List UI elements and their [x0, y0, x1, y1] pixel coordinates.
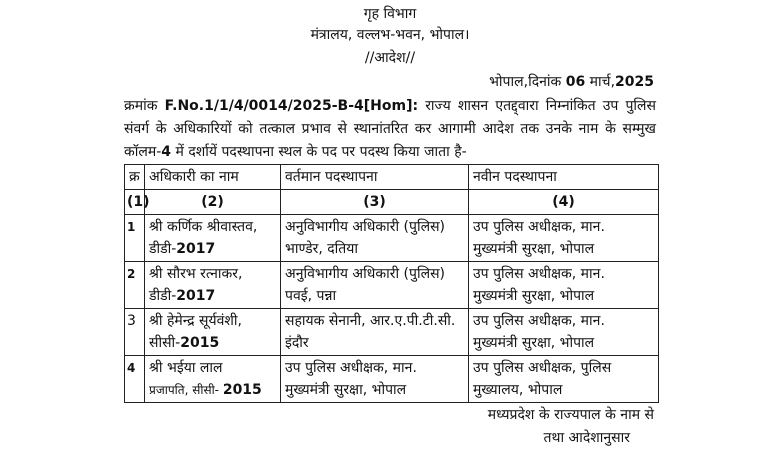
transfer-table: [124, 164, 659, 403]
table-row: 3 श्री हेमेन्द्र सूर्यवंशी, सीसी-2015 सहायक सेनानी, आर.ए.पी.टी.सी. इंदौर उप पुलिस अधीक्षक, मान. मुख्यमंत्री सुरक्षा, भोपाल: [125, 309, 659, 356]
table-header-row: [125, 165, 659, 190]
column-number-row: (1) (2) (3) (4): [125, 190, 659, 215]
table-row: 1 श्री कर्णिक श्रीवास्तव, डीडी-2017 अनुविभागीय अधिकारी (पुलिस) भाण्डेर, दतिया उप पुलिस अधीक्षक, मान. मुख्यमंत्री सुरक्षा, भोपाल: [125, 215, 659, 262]
order-number: F.No.1/1/4/0014/2025-B-4[Hom]:: [164, 98, 419, 114]
department-title: गृह विभाग: [363, 6, 417, 22]
signature-line-1: मध्यप्रदेश के राज्यपाल के नाम से: [487, 407, 654, 423]
ministry-address: मंत्रालय, वल्लभ-भवन, भोपाल।: [310, 27, 470, 43]
col-header-current: वर्तमान पदस्थापना: [281, 165, 469, 190]
col-header-new: नवीन पदस्थापना: [469, 165, 659, 190]
signature-line-2: तथा आदेशानुसार: [543, 430, 630, 446]
order-body: क्रमांक F.No.1/1/4/0014/2025-B-4[Hom]: राज्य शासन एतद्द्वारा निम्नांकित उप पुलिस संवर्ग के अधिकारियों को तत्काल प्रभाव से स्थानांतरित कर आगामी आदेश तक उनके नाम के सम्मुख कॉलम-4 में दर्शायें पदस्थापना स्थल के पद पर पदस्थ किया जाता है-: [124, 98, 656, 160]
table-row: 4 श्री भईया लाल प्रजापति, सीसी- 2015 उप पुलिस अधीक्षक, मान. मुख्यमंत्री सुरक्षा, भोपाल उप पुलिस अधीक्षक, पुलिस मुख्यालय, भोपाल: [125, 356, 659, 403]
order-date: भोपाल,दिनांक 06 मार्च,2025: [489, 74, 654, 90]
table-row: 2 श्री सौरभ रत्नाकर, डीडी-2017 अनुविभागीय अधिकारी (पुलिस) पवई, पन्ना उप पुलिस अधीक्षक, मान. मुख्यमंत्री सुरक्षा, भोपाल: [125, 262, 659, 309]
col-header-sn: क्र: [125, 165, 145, 190]
col-header-name: अधिकारी का नाम: [145, 165, 281, 190]
order-heading: //आदेश//: [364, 50, 416, 66]
